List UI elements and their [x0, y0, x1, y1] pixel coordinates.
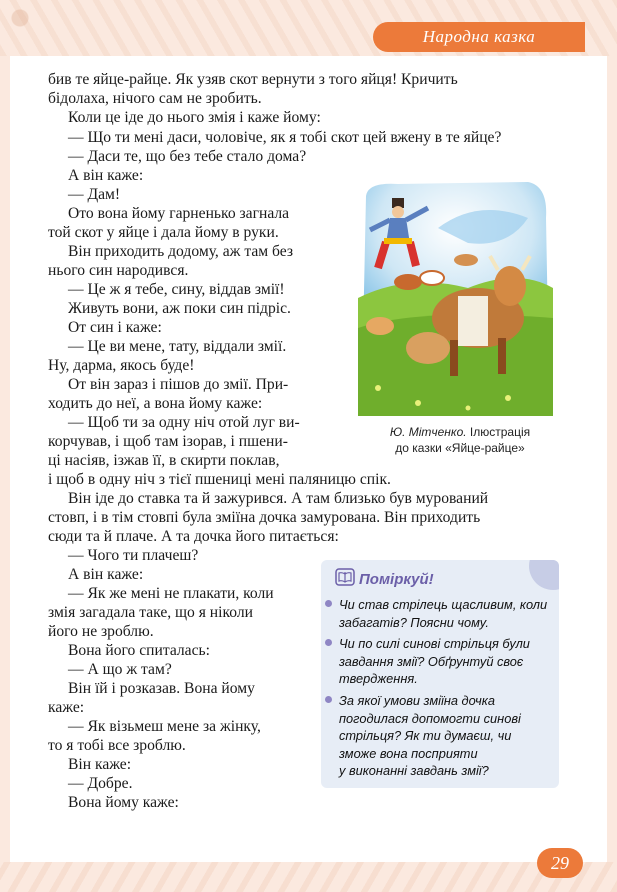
body-line: Ну, дарма, якось буде!: [48, 357, 195, 374]
open-book-icon: [335, 568, 355, 592]
body-line: змія загадала таке, що я ніколи: [48, 604, 253, 621]
body-line: Він приходить додому, аж там без: [68, 243, 294, 260]
caption-text: Ілюстрація: [466, 425, 531, 439]
body-line: Він каже:: [68, 756, 132, 773]
story-illustration: [358, 178, 553, 416]
question-item: [331, 596, 553, 631]
question-text: Чи став стрілець щасливим, коли забагатів? Поясни чому.: [339, 597, 548, 630]
think-box-title-text: Поміркуй!: [359, 570, 434, 588]
caption-line2: до казки «Яйце-райце»: [395, 441, 525, 455]
body-line: От він зараз і пішов до змії. При-: [68, 376, 289, 393]
bullet-icon: [325, 600, 332, 607]
illustration-art: [358, 178, 553, 416]
body-line: — Дам!: [68, 186, 121, 203]
body-line: Коли це іде до нього змія і каже йому:: [68, 109, 321, 126]
bullet-icon: [325, 639, 332, 646]
think-box-title: [335, 568, 434, 592]
body-line: бив те яйце-райце. Як узяв скот вернути з того яйця! Кричить: [48, 71, 458, 88]
body-line: — Як же мені не плакати, коли: [68, 585, 274, 602]
body-line: — Даси те, що без тебе стало дома?: [68, 148, 307, 165]
body-line: — Щоб ти за одну ніч отой луг ви-: [68, 414, 300, 431]
caption-author: Ю. Мітченко.: [389, 425, 467, 439]
body-line: нього син народився.: [48, 262, 189, 279]
body-line: то я тобі все зроблю.: [48, 737, 186, 754]
body-line: той скот у яйце і дала йому в руки.: [48, 224, 279, 241]
question-text: Чи по силі синові стрільця були завдання змії? Обґрунтуй своє твердження.: [339, 636, 530, 686]
page-border-left: [0, 56, 10, 862]
body-line: От син і каже:: [68, 319, 162, 336]
section-header-tab: Народна казка: [373, 22, 585, 52]
body-line: корчував, і щоб там ізорав, і пшени-: [48, 433, 288, 450]
body-line: стовп, і в тім стовпі була зміїна дочка замурована. Він приходить: [48, 509, 481, 526]
think-box-corner: [529, 560, 559, 590]
bullet-icon: [325, 696, 332, 703]
body-line: — Як візьмеш мене за жінку,: [68, 718, 261, 735]
think-box: [321, 560, 559, 788]
body-line: і щоб в одну ніч з тієї пшениці мені паляницю спік.: [48, 471, 391, 488]
page-border-bottom: [0, 862, 617, 892]
body-line: каже:: [48, 699, 85, 716]
body-line: А він каже:: [68, 167, 144, 184]
body-line: А він каже:: [68, 566, 144, 583]
body-line: Він їй і розказав. Вона йому: [68, 680, 255, 697]
body-line: — Добре.: [68, 775, 133, 792]
body-line: Вона його спиталась:: [68, 642, 210, 659]
body-line: — Що ти мені даси, чоловіче, як я тобі скот цей вжену в те яйце?: [68, 129, 502, 146]
body-line: ці насіяв, ізжав її, в скирти поклав,: [48, 452, 280, 469]
question-item: [331, 635, 553, 688]
body-line: його не зроблю.: [48, 623, 154, 640]
body-line: — Це ж я тебе, сину, віддав змії!: [68, 281, 285, 298]
body-line: Він іде до ставка та й зажурився. А там близько був мурований: [68, 490, 489, 507]
question-item: [331, 692, 553, 780]
question-text: За якої умови зміїна дочка погодилася допомогти синові стрільця? Як ти думаєш, чи зможе вона посприяти у виконанні завдань змії?: [339, 693, 521, 778]
body-line: Вона йому каже:: [68, 794, 179, 811]
page-number: 29: [537, 848, 583, 878]
body-line: бідолаха, нічого сам не зробить.: [48, 90, 262, 107]
body-line: Ото вона йому гарненько загнала: [68, 205, 290, 222]
body-line: — А що ж там?: [68, 661, 172, 678]
body-line: ходить до неї, а вона йому каже:: [48, 395, 263, 412]
body-line: Живуть вони, аж поки син підріс.: [68, 300, 291, 317]
page-border-right: [607, 56, 617, 862]
body-line: — Це ви мене, тату, віддали змії.: [68, 338, 287, 355]
illustration-caption: [376, 424, 544, 456]
body-line: — Чого ти плачеш?: [68, 547, 199, 564]
body-line: сюди та й плаче. А та дочка його питається:: [48, 528, 339, 545]
